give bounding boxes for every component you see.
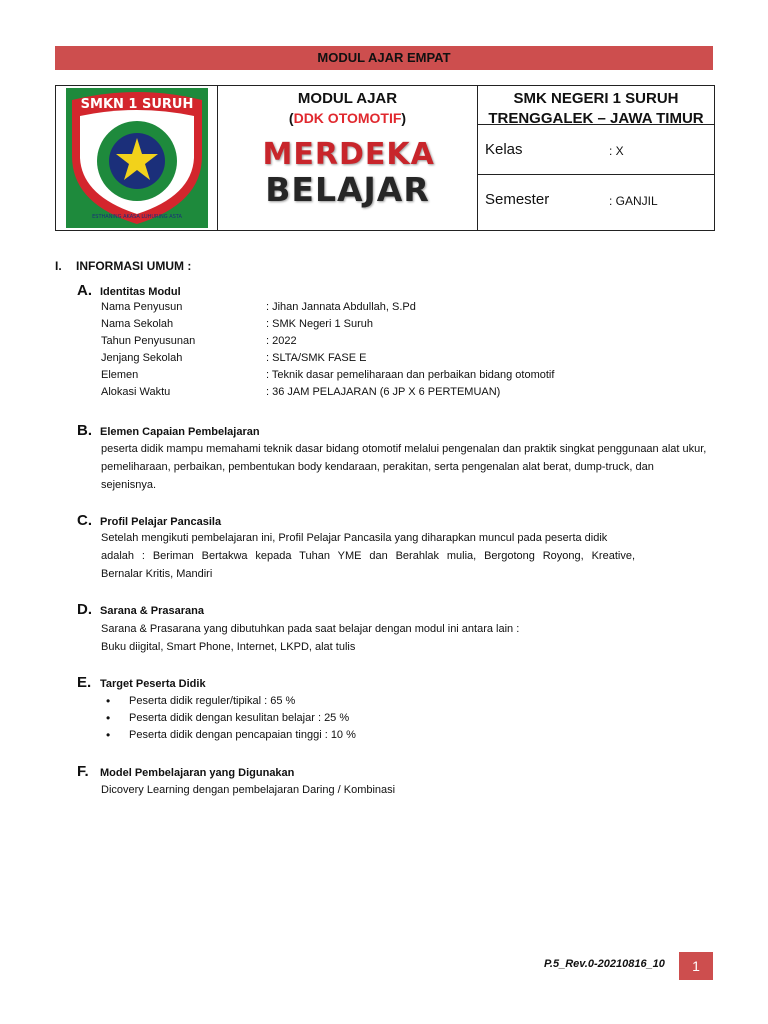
- module-title-cell: [218, 86, 478, 231]
- model-text: Dicovery Learning dengan pembelajaran Daring / Kombinasi: [101, 784, 396, 796]
- identity-row: [101, 333, 554, 350]
- page-number: 1: [679, 952, 713, 980]
- belajar-text: BELAJAR: [265, 170, 430, 209]
- target-list: [101, 693, 356, 744]
- semester-label: Semester: [485, 191, 550, 208]
- kelas-value: : X: [609, 144, 624, 158]
- logo-text: SMKN 1 SURUH: [80, 97, 193, 112]
- sarana-text: [101, 620, 707, 656]
- subsection-b-heading: [77, 422, 260, 439]
- identity-row: [101, 384, 554, 401]
- subsection-b-title: Elemen Capaian Pembelajaran: [100, 426, 260, 438]
- identity-key: Alokasi Waktu: [101, 386, 171, 398]
- section-heading: [55, 259, 191, 273]
- subsection-a-heading: [77, 282, 181, 299]
- subsection-d-title: Sarana & Prasarana: [100, 605, 204, 617]
- identity-key: Jenjang Sekolah: [101, 352, 183, 364]
- merdeka-text: MERDEKA: [262, 137, 435, 172]
- identity-key: Nama Sekolah: [101, 318, 174, 330]
- kelas-label: Kelas: [485, 141, 523, 158]
- document-code: P.5_Rev.0-20210816_10: [544, 958, 665, 970]
- subject-text: DDK OTOMOTIF: [293, 110, 402, 126]
- header-table: [55, 85, 715, 231]
- document-banner: MODUL AJAR EMPAT: [55, 46, 713, 70]
- identity-list: [101, 299, 554, 401]
- school-info-cell: [478, 86, 715, 231]
- section-number: I.: [55, 259, 62, 273]
- section-title: INFORMASI UMUM :: [76, 259, 192, 273]
- identity-value: : Teknik dasar pemeliharaan dan perbaikan bidang otomotif: [266, 369, 555, 381]
- sarana-line: Buku diigital, Smart Phone, Internet, LKPD, alat tulis: [101, 641, 356, 653]
- subsection-d-heading: [77, 601, 204, 618]
- profil-text: [101, 529, 635, 583]
- merdeka-belajar-logo: [263, 138, 433, 216]
- semester-row: [478, 175, 714, 225]
- school-name-line2: TRENGGALEK – JAWA TIMUR: [488, 110, 704, 127]
- school-name: [478, 86, 714, 125]
- kelas-row: [478, 125, 714, 175]
- sarana-line: Sarana & Prasarana yang dibutuhkan pada saat belajar dengan modul ini antara lain :: [101, 623, 520, 635]
- subsection-e-letter: E.: [77, 674, 92, 691]
- list-item: • Peserta didik dengan pencapaian tinggi : 10 %: [101, 727, 356, 744]
- identity-value: : 36 JAM PELAJARAN (6 JP X 6 PERTEMUAN): [266, 386, 501, 398]
- subsection-b-letter: B.: [77, 422, 92, 439]
- subsection-f-heading: [77, 763, 294, 780]
- capaian-text: peserta didik mampu memahami teknik dasar bidang otomotif melalui pengenalan dan praktik singkat penggunaan alat ukur, pemeliharaan, perbaikan, pembentukan body kendaraan, perakitan, serta pengenalan alat berat, dump-truck, dan sejenisnya.: [101, 443, 707, 491]
- subsection-a-letter: A.: [77, 282, 92, 299]
- profil-line: adalah : Beriman Bertakwa kepada Tuhan YME dan Berahlak mulia, Bergotong Royong, Kreative,: [101, 550, 635, 562]
- semester-value: : GANJIL: [609, 194, 658, 208]
- identity-key: Nama Penyusun: [101, 301, 183, 313]
- subsection-d-letter: D.: [77, 601, 92, 618]
- subsection-a-title: Identitas Modul: [100, 286, 181, 298]
- school-logo: [62, 86, 212, 230]
- identity-value: : SMK Negeri 1 Suruh: [266, 318, 373, 330]
- school-name-line1: SMK NEGERI 1 SURUH: [513, 90, 679, 107]
- module-title: MODUL AJAR: [297, 90, 398, 107]
- identity-key: Elemen: [101, 369, 139, 381]
- subsection-c-heading: [77, 512, 221, 529]
- list-item: • Peserta didik reguler/tipikal : 65 %: [101, 693, 356, 710]
- subsection-c-title: Profil Pelajar Pancasila: [100, 516, 222, 528]
- identity-value: : SLTA/SMK FASE E: [266, 352, 367, 364]
- subject-close-paren: ): [401, 110, 407, 126]
- profil-line: Setelah mengikuti pembelajaran ini, Profil Pelajar Pancasila yang diharapkan muncul pada peserta didik: [101, 532, 608, 544]
- identity-value: : 2022: [266, 335, 297, 347]
- logo-motto: ESTHANING AKASA LUHURING ASTA: [91, 214, 182, 220]
- subsection-e-title: Target Peserta Didik: [100, 678, 206, 690]
- logo-cell: [56, 86, 218, 231]
- subsection-e-heading: [77, 674, 206, 691]
- list-item: • Peserta didik dengan kesulitan belajar : 25 %: [101, 710, 356, 727]
- subsection-f-letter: F.: [77, 763, 89, 780]
- subsection-f-title: Model Pembelajaran yang Digunakan: [100, 767, 295, 779]
- identity-row: [101, 316, 554, 333]
- identity-row: [101, 299, 554, 316]
- identity-row: [101, 367, 554, 384]
- module-subject: [218, 108, 477, 128]
- subsection-c-letter: C.: [77, 512, 92, 529]
- profil-line: Bernalar Kritis, Mandiri: [101, 568, 213, 580]
- subject-open-paren: (: [288, 110, 294, 126]
- identity-value: : Jihan Jannata Abdullah, S.Pd: [266, 301, 416, 313]
- identity-row: [101, 350, 554, 367]
- identity-key: Tahun Penyusunan: [101, 335, 196, 347]
